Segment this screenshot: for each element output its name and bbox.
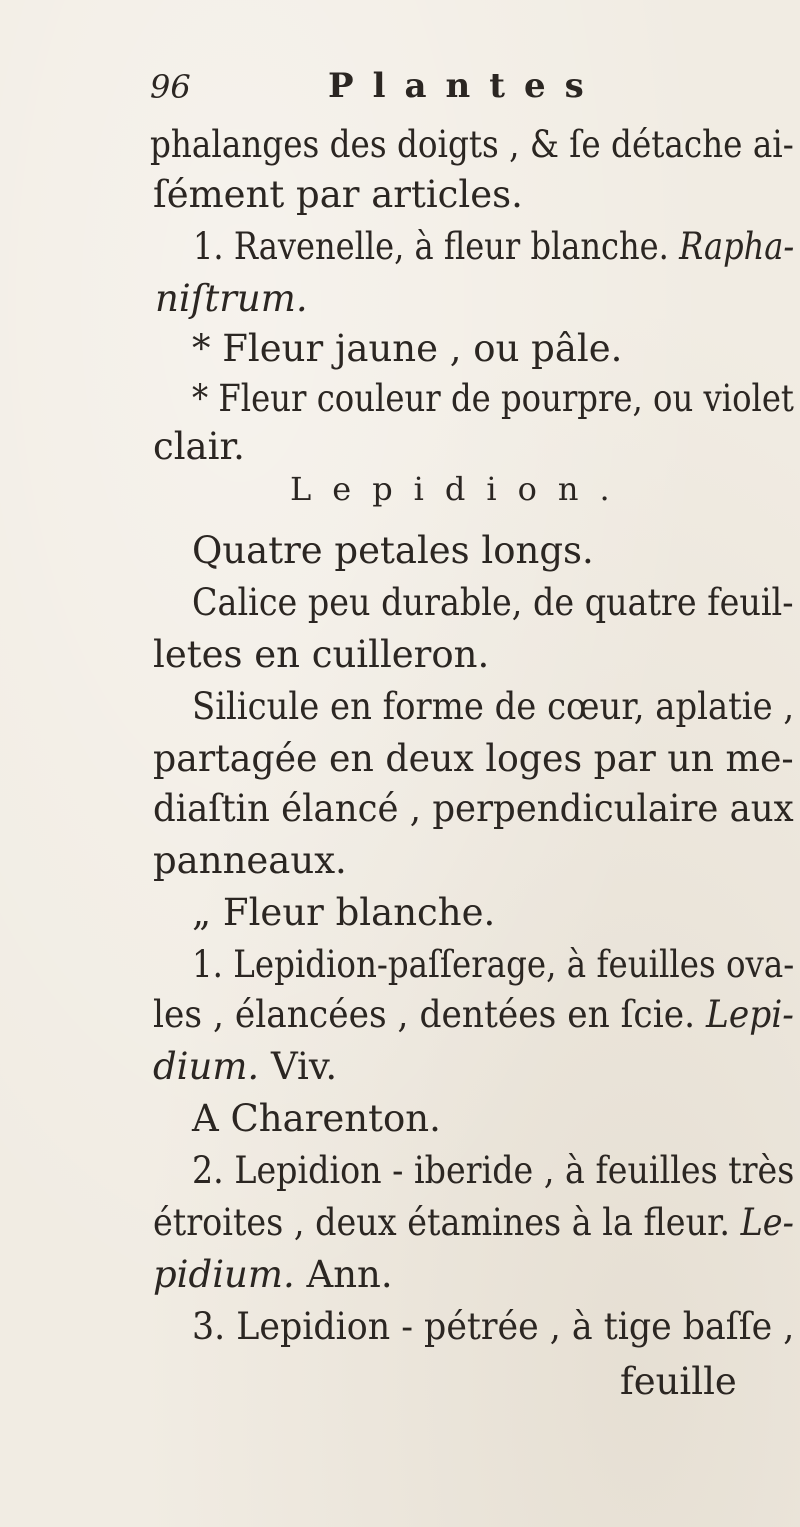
catchword: feuille xyxy=(620,1360,737,1403)
text-line: 3. Lepidion - pétrée , à tige baſſe , xyxy=(192,1305,795,1348)
text-line xyxy=(153,1253,393,1296)
text-line: Calice peu durable, de quatre feuil- xyxy=(192,581,794,624)
text-span: Ann. xyxy=(294,1253,393,1296)
latin-name: niſtrum. xyxy=(155,277,308,320)
text-line: Silicule en forme de cœur, aplatie , xyxy=(192,685,795,728)
text-line xyxy=(153,1045,338,1088)
latin-name: Lepi- xyxy=(705,993,794,1036)
text-span: les , élancées , dentées en ſcie. xyxy=(153,993,706,1036)
latin-name: Le- xyxy=(740,1201,794,1244)
text-line: letes en cuilleron. xyxy=(153,633,490,676)
running-head: Plantes xyxy=(328,66,603,106)
text-line: * Fleur couleur de pourpre, ou violet xyxy=(192,377,794,420)
text-line xyxy=(193,225,795,268)
text-span: étroites , deux étamines à la fleur. xyxy=(153,1201,741,1244)
text-line: Quatre petales longs. xyxy=(192,529,594,572)
text-line xyxy=(153,1201,794,1244)
text-span: 1. Ravenelle, à fleur blanche. xyxy=(193,225,680,268)
latin-name: dium. xyxy=(153,1045,260,1088)
text-span: Viv. xyxy=(259,1045,338,1088)
text-line: * Fleur jaune , ou pâle. xyxy=(192,327,623,370)
text-line: 2. Lepidion - iberide , à feuilles très xyxy=(192,1149,795,1192)
text-line: panneaux. xyxy=(153,839,347,882)
page-number: 96 xyxy=(150,68,191,106)
text-line xyxy=(153,993,794,1036)
text-line: 1. Lepidion-paſſerage, à feuilles ova- xyxy=(192,943,795,986)
text-line: „ Fleur blanche. xyxy=(192,891,496,934)
text-line: ſément par articles. xyxy=(153,173,523,216)
latin-name: Rapha- xyxy=(679,225,795,268)
section-title: Lepidion. xyxy=(290,470,631,508)
text-line: phalanges des doigts , & ſe détache ai- xyxy=(150,123,794,166)
latin-name: pidium. xyxy=(153,1253,295,1296)
text-line: partagée en deux loges par un me- xyxy=(153,737,794,780)
text-line: A Charenton. xyxy=(192,1097,441,1140)
text-line xyxy=(155,277,308,320)
text-line: clair. xyxy=(153,425,245,468)
text-line: diaſtin élancé , perpendiculaire aux xyxy=(153,787,794,830)
